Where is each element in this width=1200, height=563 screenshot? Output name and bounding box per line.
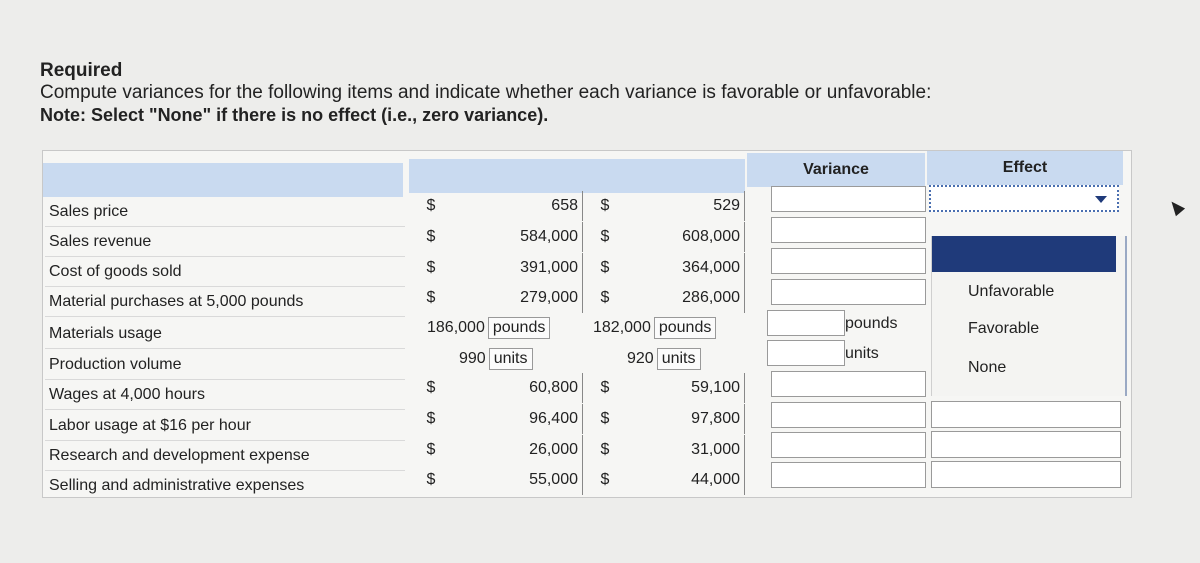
- actual-unit: units: [657, 348, 701, 370]
- budget-value: 391,000: [443, 253, 583, 283]
- budget-dollar: $: [426, 289, 436, 306]
- header-effect: Effect: [927, 151, 1123, 185]
- option-unfavorable[interactable]: Unfavorable: [968, 283, 1055, 300]
- variance-input-materials-usage[interactable]: [767, 310, 845, 336]
- variance-unit-pounds: pounds: [845, 315, 898, 332]
- mouse-pointer-icon: [1167, 198, 1185, 216]
- budget-dollar: $: [426, 471, 436, 488]
- actual-dollar: $: [600, 441, 610, 458]
- budget-value: 279,000: [443, 283, 583, 313]
- required-title: Required: [40, 60, 123, 81]
- row-label-rnd: Research and development expense: [45, 441, 405, 471]
- budget-value: 55,000: [443, 465, 583, 495]
- actual-dollar: $: [600, 471, 610, 488]
- budget-value: 658: [443, 191, 583, 221]
- actual-dollar: $: [600, 228, 610, 245]
- actual-quantity: [627, 344, 701, 374]
- actual-value: 97,800: [617, 404, 745, 434]
- variance-input-selling-admin[interactable]: [771, 462, 926, 488]
- option-none[interactable]: None: [968, 359, 1007, 376]
- variance-table: [42, 150, 1132, 498]
- actual-value: 529: [617, 191, 745, 221]
- effect-select-sales-price[interactable]: [929, 185, 1119, 212]
- budget-value: 186,000: [427, 319, 485, 336]
- effect-select-wages[interactable]: [931, 401, 1121, 428]
- instruction-text: Compute variances for the following items and indicate whether each variance is favorable or unfavorable:: [40, 82, 932, 103]
- actual-value: 286,000: [617, 283, 745, 313]
- variance-input-material-purchases[interactable]: [771, 279, 926, 305]
- row-label-cogs: Cost of goods sold: [45, 257, 405, 287]
- budget-dollar: $: [426, 379, 436, 396]
- variance-unit-units: units: [845, 345, 879, 362]
- chevron-down-icon: [1095, 196, 1107, 203]
- actual-value: 31,000: [617, 435, 745, 465]
- row-label-wages: Wages at 4,000 hours: [45, 380, 405, 410]
- actual-value: 182,000: [593, 319, 651, 336]
- budget-quantity: [427, 313, 550, 343]
- row-label-materials-usage: Materials usage: [45, 319, 405, 349]
- note-text: Note: Select "None" if there is no effect (i.e., zero variance).: [40, 105, 549, 125]
- option-favorable[interactable]: Favorable: [968, 320, 1040, 337]
- header-variance: Variance: [747, 153, 925, 187]
- row-label-material-purchases: Material purchases at 5,000 pounds: [45, 287, 405, 317]
- effect-dropdown-list: [931, 236, 1127, 396]
- actual-quantity: [593, 313, 716, 343]
- actual-value: 608,000: [617, 222, 745, 252]
- actual-dollar: $: [600, 259, 610, 276]
- budget-unit: pounds: [488, 317, 551, 339]
- row-label-labor-usage: Labor usage at $16 per hour: [45, 411, 405, 441]
- row-label-production-volume: Production volume: [45, 350, 405, 380]
- budget-dollar: $: [426, 410, 436, 427]
- variance-input-sales-revenue[interactable]: [771, 217, 926, 243]
- budget-dollar: $: [426, 228, 436, 245]
- dropdown-highlight-option[interactable]: [932, 236, 1116, 272]
- budget-value: 96,400: [443, 404, 583, 434]
- effect-select-rnd[interactable]: [931, 461, 1121, 488]
- row-label-sales-revenue: Sales revenue: [45, 227, 405, 257]
- budget-dollar: $: [426, 259, 436, 276]
- actual-dollar: $: [600, 410, 610, 427]
- row-label-sales-price: Sales price: [45, 197, 405, 227]
- variance-input-cogs[interactable]: [771, 248, 926, 274]
- variance-input-sales-price[interactable]: [771, 186, 926, 212]
- budget-value: 26,000: [443, 435, 583, 465]
- actual-value: 920: [627, 350, 654, 367]
- budget-unit: units: [489, 348, 533, 370]
- actual-dollar: $: [600, 379, 610, 396]
- variance-input-rnd[interactable]: [771, 432, 926, 458]
- budget-value: 60,800: [443, 373, 583, 403]
- budget-dollar: $: [426, 441, 436, 458]
- effect-select-labor-usage[interactable]: [931, 431, 1121, 458]
- actual-unit: pounds: [654, 317, 717, 339]
- budget-quantity: [459, 344, 533, 374]
- actual-value: 59,100: [617, 373, 745, 403]
- required-section: [40, 60, 1090, 126]
- variance-input-wages[interactable]: [771, 371, 926, 397]
- variance-input-production-volume[interactable]: [767, 340, 845, 366]
- budget-value: 584,000: [443, 222, 583, 252]
- actual-value: 364,000: [617, 253, 745, 283]
- variance-input-labor-usage[interactable]: [771, 402, 926, 428]
- budget-value: 990: [459, 350, 486, 367]
- row-label-selling-admin: Selling and administrative expenses: [49, 477, 305, 494]
- actual-value: 44,000: [617, 465, 745, 495]
- actual-dollar: $: [600, 197, 610, 214]
- actual-dollar: $: [600, 289, 610, 306]
- budget-dollar: $: [426, 197, 436, 214]
